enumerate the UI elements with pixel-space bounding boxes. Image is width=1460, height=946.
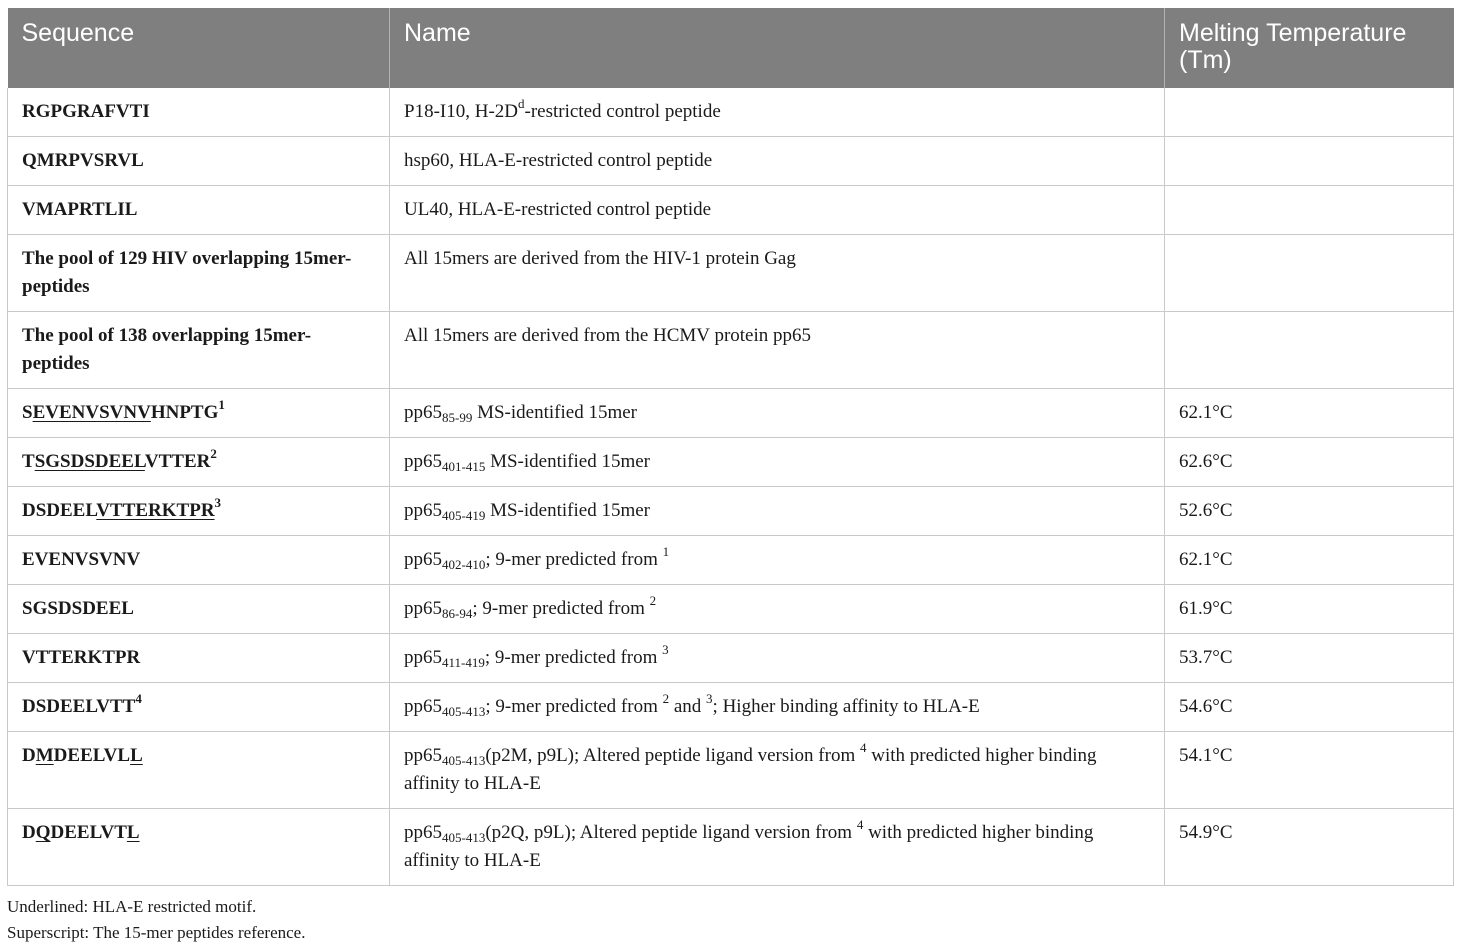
cell-sequence [8,235,390,312]
superscript: 4 [859,740,867,755]
cell-name [390,536,1165,585]
text-segment: ; 9-mer predicted from [472,598,650,619]
cell-name [390,137,1165,186]
text-segment: All 15mers are derived from the HIV-1 protein Gag [404,248,796,269]
cell-sequence [8,438,390,487]
header-row [8,8,1454,88]
cell-melting-temperature [1165,235,1454,312]
text-segment: MS-identified 15mer [485,500,650,521]
table-row [8,634,1454,683]
text-segment: VTTER [144,451,211,472]
footnote-underlined: Underlined: HLA-E restricted motif. [7,897,257,916]
cell-melting-temperature: 62.6°C [1165,438,1454,487]
cell-melting-temperature: 53.7°C [1165,634,1454,683]
text-segment: pp65 [404,822,442,843]
cell-melting-temperature: 54.6°C [1165,683,1454,732]
table-container [7,8,1453,946]
cell-name [390,438,1165,487]
cell-name [390,88,1165,137]
table-row [8,536,1454,585]
cell-melting-temperature [1165,186,1454,235]
subscript: 86-94 [442,606,473,621]
cell-melting-temperature: 62.1°C [1165,536,1454,585]
text-segment: D [22,745,36,766]
subscript: 402-410 [442,557,486,572]
superscript: 2 [210,446,217,461]
text-segment: The pool of 129 HIV overlapping 15mer-peptides [22,248,352,297]
superscript: d [518,96,525,111]
table-row [8,585,1454,634]
text-segment: DEELVT [50,822,127,843]
underlined-motif: L [126,822,140,843]
text-segment: MS-identified 15mer [485,451,650,472]
text-segment: MS-identified 15mer [472,402,637,423]
cell-name [390,312,1165,389]
underlined-motif: VTTERKTPR [96,500,215,521]
cell-name [390,186,1165,235]
subscript: 405-413 [442,704,486,719]
text-segment: pp65 [404,696,442,717]
text-segment: hsp60, HLA-E-restricted control peptide [404,150,713,171]
table-row [8,487,1454,536]
text-segment: and [669,696,707,717]
text-segment: T [22,451,35,472]
superscript: 4 [135,691,142,706]
cell-name [390,389,1165,438]
table-row [8,235,1454,312]
text-segment: UL40, HLA-E-restricted control peptide [404,199,712,220]
header-melting-temperature: Melting Temperature (Tm) [1165,8,1454,88]
superscript: 3 [662,642,669,657]
cell-name [390,732,1165,809]
text-segment: EVENVSVNV [22,549,141,570]
superscript: 4 [856,817,864,832]
cell-sequence [8,312,390,389]
text-segment: pp65 [404,451,442,472]
footnotes [7,894,1453,946]
text-segment: pp65 [404,402,442,423]
cell-sequence [8,585,390,634]
cell-melting-temperature: 52.6°C [1165,487,1454,536]
text-segment: pp65 [404,549,442,570]
text-segment: RGPGRAFVTI [22,101,150,122]
text-segment: with predicted higher binding affinity to HLA-E [404,745,1097,794]
header-sequence: Sequence [8,8,390,88]
cell-sequence [8,809,390,886]
superscript: 2 [649,593,657,608]
cell-sequence [8,88,390,137]
table-row [8,186,1454,235]
cell-melting-temperature: 54.1°C [1165,732,1454,809]
peptide-table [7,8,1454,886]
subscript: 401-415 [442,459,486,474]
cell-sequence [8,732,390,809]
cell-melting-temperature [1165,88,1454,137]
table-row [8,88,1454,137]
text-segment: SGSDSDEEL [22,598,134,619]
table-row [8,389,1454,438]
cell-sequence [8,487,390,536]
cell-melting-temperature: 62.1°C [1165,389,1454,438]
table-row [8,312,1454,389]
superscript: 3 [214,495,222,510]
text-segment: VTTERKTPR [22,647,141,668]
cell-sequence [8,389,390,438]
subscript: 405-413 [442,753,486,768]
table-row [8,438,1454,487]
text-segment: VMAPRTLIL [22,199,138,220]
subscript: 411-419 [442,655,485,670]
text-segment: pp65 [404,745,442,766]
table-row [8,683,1454,732]
underlined-motif: M [35,745,54,766]
text-segment: ; 9-mer predicted from [485,696,663,717]
superscript: 1 [662,544,670,559]
text-segment: HNPTG [150,402,219,423]
subscript: 85-99 [442,410,473,425]
header-name: Name [390,8,1165,88]
text-segment: All 15mers are derived from the HCMV protein pp65 [404,325,812,346]
text-segment: S [22,402,33,423]
text-segment: (p2Q, p9L); Altered peptide ligand version from [485,822,857,843]
cell-sequence [8,683,390,732]
text-segment: (p2M, p9L); Altered peptide ligand version from [485,745,860,766]
text-segment: pp65 [404,500,442,521]
text-segment: P18-I10, H-2D [404,101,518,122]
cell-melting-temperature [1165,312,1454,389]
text-segment: DSDEELVTT [22,696,136,717]
cell-name [390,235,1165,312]
text-segment: with predicted higher binding affinity to HLA-E [404,822,1094,871]
footnote-superscript: Superscript: The 15-mer peptides reference. [7,923,306,942]
cell-sequence [8,536,390,585]
underlined-motif: EVENVSVNV [32,402,151,423]
cell-name [390,634,1165,683]
text-segment: D [22,822,36,843]
text-segment: -restricted control peptide [524,101,721,122]
cell-melting-temperature [1165,137,1454,186]
underlined-motif: L [130,745,143,766]
cell-name [390,809,1165,886]
subscript: 405-413 [442,830,486,845]
cell-melting-temperature: 61.9°C [1165,585,1454,634]
cell-sequence [8,137,390,186]
table-row [8,809,1454,886]
superscript: 2 [662,691,670,706]
text-segment: pp65 [404,647,442,668]
text-segment: ; 9-mer predicted from [484,647,663,668]
cell-melting-temperature: 54.9°C [1165,809,1454,886]
table-row [8,137,1454,186]
text-segment: ; 9-mer predicted from [485,549,663,570]
text-segment: ; Higher binding affinity to HLA-E [712,696,980,717]
subscript: 405-419 [442,508,486,523]
cell-sequence [8,186,390,235]
text-segment: QMRPVSRVL [22,150,144,171]
cell-name [390,585,1165,634]
superscript: 3 [706,691,713,706]
cell-sequence [8,634,390,683]
text-segment: DEELVL [53,745,131,766]
text-segment: The pool of 138 overlapping 15mer-peptides [22,325,312,374]
text-segment: pp65 [404,598,442,619]
superscript: 1 [218,397,225,412]
text-segment: DSDEEL [22,500,97,521]
cell-name [390,683,1165,732]
underlined-motif: SGSDSDEEL [34,451,145,472]
cell-name [390,487,1165,536]
underlined-motif: Q [35,822,51,843]
table-row [8,732,1454,809]
